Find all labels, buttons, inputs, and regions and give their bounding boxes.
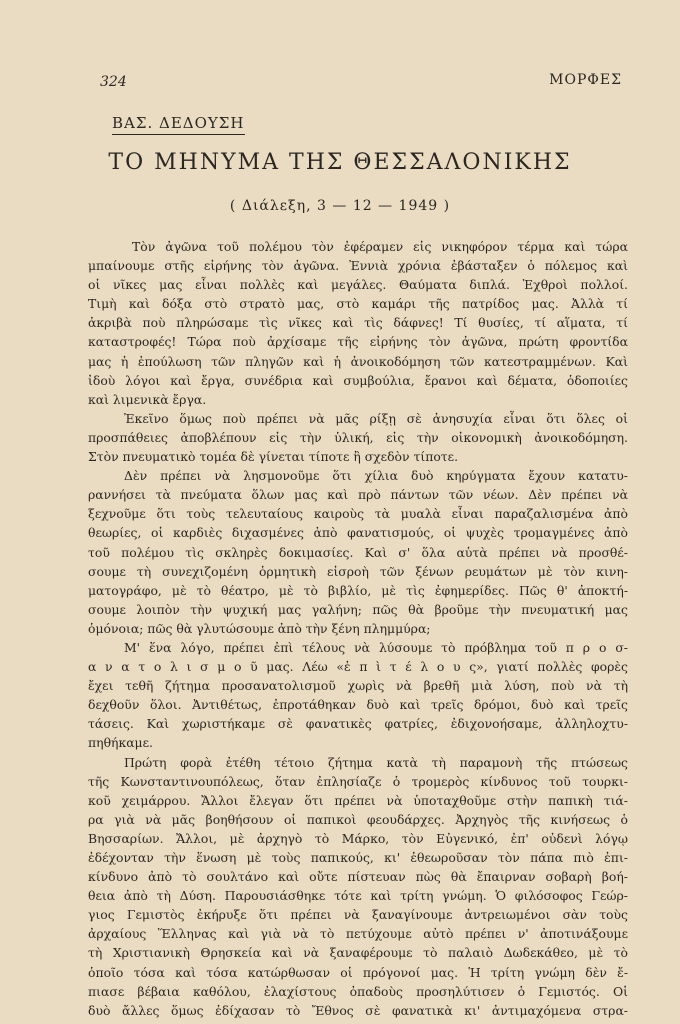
text-line: ματογράφο, μὲ τὸ θέατρο, μὲ τὸ βιβλίο, μὲ τὶς ἐφημερίδες. Πῶς θ' ἀποκτή- (88, 582, 628, 598)
text-line: Δὲν πρέπει νὰ λησμονοῦμε ὅτι χίλια δυὸ κηρύγματα ἔχουν κατατυ- (124, 468, 628, 484)
text-line: οἱ νῖκες μας εἶναι πολλὲς καὶ μεγάλες. Θαύματα διπλά. Ἐχθροὶ πολλοί. (88, 277, 628, 293)
text-line: σουμε τὴ συνεχιζομένη ὁρμητικὴ εἰσροὴ τῶν ξένων ρευμάτων μὲ τὸν κινη- (88, 563, 628, 579)
text-line: ξεχνοῦμε ὅτι τοὺς τελευταίους καιροὺς τὰ μυαλὰ εἶναι παραζαλισμένα ἀπὸ (88, 506, 628, 522)
text-line: ἐδέχονταν τὴν ἕνωση μὲ τοὺς παπικούς, κι' ἐθεωροῦσαν τὸν πάπα πιὸ ἐπι- (88, 850, 628, 865)
article-title: ΤΟ ΜΗΝΥΜΑ ΤΗΣ ΘΕΣΣΑΛΟΝΙΚΗΣ (108, 150, 572, 175)
text-line: πηθήκαμε. (88, 735, 153, 751)
article-subtitle: ( Διάλεξη, 3 — 12 — 1949 ) (229, 198, 451, 214)
text-line: τῆς Κωνσταντινουπόλεως, ὅταν ἐπλησίαζε ὁ τρομερὸς κίνδυνος τοῦ τουρκι- (88, 773, 628, 789)
article-author: ΒΑΣ. ΔΕΔΟΥΣΗ (112, 114, 245, 135)
text-line: Ἐκεῖνο ὅμως ποὺ πρέπει νὰ μᾶς ρίξῃ σὲ ἀνησυχία εἶναι ὅτι ὅλες οἱ (124, 410, 628, 426)
text-line: ὁποῖο τόσα καὶ τόσα κατώρθωσαν οἱ πρόγονοί μας. Ἡ τρίτη γνώμη δὲν ἔ- (88, 964, 628, 980)
text-line: τοῦ πολέμου τὶς σκληρὲς δοκιμασίες. Καὶ σ' ὅλα αὐτὰ πρέπει νὰ προσθέ- (88, 544, 628, 560)
text-line: μπαίνουμε στῆς εἰρήνης τὸν ἀγῶνα. Ἐννιὰ χρόνια ἐβάσταξεν ὁ πόλεμος καὶ (88, 258, 628, 274)
text-line: ἀρχαίους Ἕλληνας καὶ γιὰ νὰ τὸ πετύχουμε αὐτὸ πρέπει ν' ἀποτινάξουμε (88, 926, 628, 942)
text-line: Πρώτη φορὰ ἐτέθη τέτοιο ζήτημα κατὰ τὴ παραμονὴ τῆς πτώσεως (124, 754, 628, 770)
text-line: καταστροφές! Τώρα ποὺ ἀρχίσαμε τῆς εἰρήνης τὸν ἀγῶνα, πρώτη φροντίδα (88, 334, 628, 350)
text-line: Βησσαρίων. Ἄλλοι, μὲ ἀρχηγὸ τὸ Μάρκο, τὸν Εὐγενικό, ἐπ' οὐδενὶ λόγῳ (88, 830, 628, 846)
text-line: Μ' ἕνα λόγο, πρέπει ἐπὶ τέλους νὰ λύσουμε τὸ πρόβλημα τοῦ π ρ ο σ- (124, 639, 628, 655)
text-line: καὶ λιμενικὰ ἔργα. (88, 391, 207, 407)
text-line: τὴ Χριστιανικὴ Θρησκεία καὶ νὰ ξαναφέρουμε τὸ παλαιὸ Δωδεκάθεο, μὲ τὸ (88, 945, 628, 961)
text-line: σουμε λοιπὸν τὴν ψυχική μας γαλήνη; πῶς θὰ βροῦμε τὴν πνευματική μας (88, 601, 628, 617)
text-line: α ν α τ ο λ ι σ μ ο ῦ μας. Λέω «ἐ π ὶ τ έ λ ο υ ς», γιατί πολλὲς φορὲς (88, 659, 628, 675)
text-line: δεχθοῦν ὅλοι. Ἀντιθέτως, ἐπροτάθηκαν δυὸ καὶ τρεῖς δρόμοι, δυὸ καὶ τρεῖς (88, 697, 628, 713)
text-line: ἀκριβὰ ποὺ πληρώσαμε τὶς νῖκες καὶ τὶς δάφνες! Τί θυσίες, τί αἵματα, τί (88, 315, 628, 331)
text-line: θεωρίες, οἱ καρδιὲς διχασμένες ἀπὸ φανατισμούς, οἱ ψυχὲς τρομαγμένες ἀπὸ (88, 525, 628, 541)
page-number: 324 (100, 74, 127, 90)
article-body (88, 237, 628, 1020)
text-line: Τὸν ἀγῶνα τοῦ πολέμου τὸν ἐφέραμεν εἰς νικηφόρον τέρμα καὶ τώρα (132, 239, 628, 254)
text-line: δυὸ ἄλλες ὅμως ἐδίχασαν τὸ Ἔθνος σὲ φανατικὰ κι' ἀντιμαχόμενα στρα- (88, 1002, 628, 1018)
text-line: μας ἡ ἐπούλωση τῶν πληγῶν καὶ ἡ ἀνοικοδόμηση τῶν κατεστραμμένων. Καὶ (88, 353, 628, 369)
text-line: Τιμὴ καὶ δόξα στὸ στρατὸ μας, στὸ καμάρι τῆς πατρίδος μας. Ἀλλὰ τί (88, 296, 628, 312)
text-line: κίνδυνο ἀπὸ τὸ σουλτάνο καὶ οὔτε πίστευαν πὼς θὰ ἔπαιρναν σοβαρὴ βοή- (88, 869, 628, 885)
text-line: γιος Γεμιστὸς ἐκήρυξε ὅτι πρέπει νὰ ξαναγίνουμε ἀντρειωμένοι σὰν τοὺς (88, 907, 628, 923)
text-line: τάσεις. Καὶ χωριστήκαμε σὲ φανατικὲς φατρίες, ἐδιχονοήσαμε, ἀλληλοχτυ- (88, 716, 628, 732)
text-line: θεια ἀπὸ τὴ Δύση. Παρουσιάσθηκε τότε καὶ τρίτη γνώμη. Ὁ φιλόσοφος Γεώρ- (88, 888, 628, 904)
journal-title: ΜΟΡΦΕΣ (549, 72, 622, 88)
text-line: ἔχει τεθῆ ζήτημα προσανατολισμοῦ χωρὶς νὰ βρεθῆ μιὰ λύση, ποὺ νὰ τὴ (88, 678, 628, 694)
text-line: ἰδοὺ λόγοι καὶ ἔργα, συνέδρια καὶ συμβούλια, ἔρανοι καὶ δέματα, ὁδοποιίες (88, 372, 628, 388)
text-line: ὁμόνοια; πῶς θὰ γλυτώσουμε ἀπὸ τὴν ξένη πλημμύρα; (88, 620, 431, 636)
text-line: κοῦ χειμάρρου. Ἄλλοι ἔλεγαν ὅτι πρέπει νὰ ὑποταχθοῦμε στὴν παπικὴ τιά- (88, 792, 628, 808)
text-line: προσπάθειες ἀποβλέπουν εἰς τὴν ὑλική, εἰς τὴν οἰκονομικὴ ἀνοικοδόμηση. (88, 429, 628, 445)
text-line: ραννήσει τὰ πνεύματα ὅλων μας καὶ πρὸ πάντων τῶν νέων. Δὲν πρέπει νὰ (88, 487, 628, 503)
text-line: πιασε βέβαια καθόλου, ἐλαχίστους ὀπαδοὺς προσηλύτισεν ὁ Γεμιστός. Οἱ (88, 983, 628, 999)
text-line: ρα γιὰ νὰ μᾶς βοηθήσουν οἱ παπικοὶ φεουδάρχες. Ἀρχηγὸς τῆς κινήσεως ὁ (88, 811, 628, 827)
text-line: Στὸν πνευματικὸ τομέα δὲ γίνεται τίποτε ἢ σχεδὸν τίποτε. (88, 449, 459, 465)
